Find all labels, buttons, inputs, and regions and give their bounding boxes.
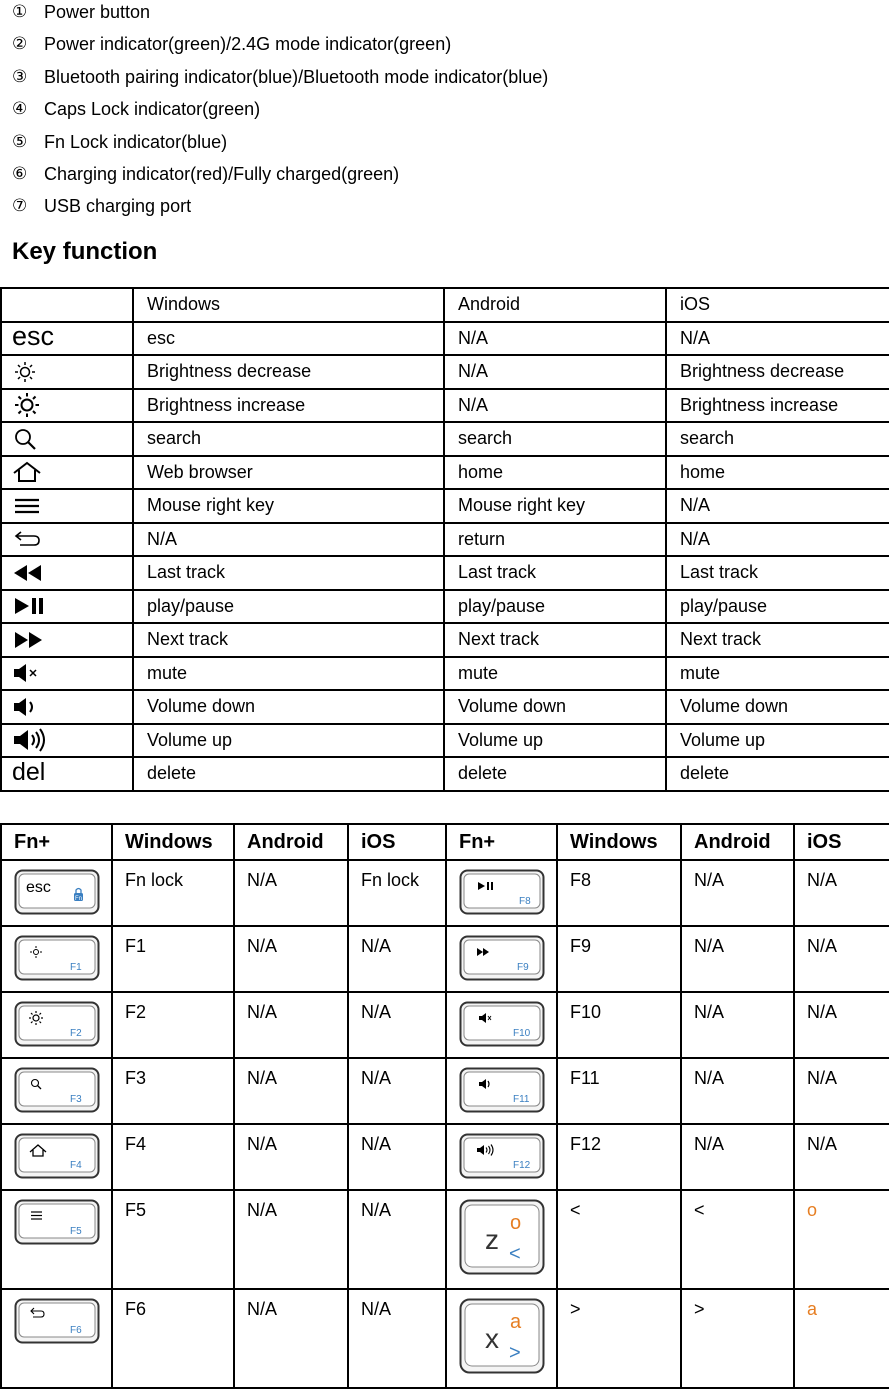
cell-ios: a xyxy=(794,1289,889,1388)
cell-windows: > xyxy=(557,1289,681,1388)
cell-android: Mouse right key xyxy=(444,489,666,523)
cell-ios: N/A xyxy=(348,926,446,992)
key-function-table xyxy=(0,287,889,792)
cell-windows: F5 xyxy=(112,1190,234,1289)
cell-ios: N/A xyxy=(348,1289,446,1388)
mute-icon xyxy=(1,657,133,691)
legend-item xyxy=(12,97,548,129)
f9-label: F9 xyxy=(517,962,529,973)
legend-item xyxy=(12,162,548,194)
cell-android: N/A xyxy=(444,355,666,389)
cell-android: N/A xyxy=(681,926,794,992)
cell-ios: N/A xyxy=(666,523,889,557)
legend-text: Power button xyxy=(44,2,151,22)
cell-windows: search xyxy=(133,422,444,456)
legend-number: ⑤ xyxy=(12,131,28,152)
z-alt-label: o xyxy=(510,1212,522,1234)
cell-ios: N/A xyxy=(794,1124,889,1190)
header-fn: Fn+ xyxy=(446,824,557,860)
cell-android: N/A xyxy=(444,389,666,423)
cell-android: N/A xyxy=(234,1190,348,1289)
table-header-row xyxy=(1,824,889,860)
cell-android: home xyxy=(444,456,666,490)
rewind-icon xyxy=(1,556,133,590)
delete-icon xyxy=(1,757,133,791)
table-row xyxy=(1,657,889,691)
cell-windows: N/A xyxy=(133,523,444,557)
brightness-up-icon xyxy=(1,389,133,423)
esc-glyph: esc xyxy=(12,321,55,352)
legend-list xyxy=(12,0,548,227)
header-ios: iOS xyxy=(348,824,446,860)
cell-windows: F10 xyxy=(557,992,681,1058)
cell-ios: N/A xyxy=(666,322,889,356)
table-row xyxy=(1,1289,889,1388)
cell-windows: F12 xyxy=(557,1124,681,1190)
f2-key xyxy=(1,992,112,1058)
cell-windows: esc xyxy=(133,322,444,356)
f6-label: F6 xyxy=(70,1325,82,1336)
cell-ios: play/pause xyxy=(666,590,889,624)
x-key xyxy=(446,1289,557,1388)
legend-number: ② xyxy=(12,34,28,55)
cell-ios: mute xyxy=(666,657,889,691)
del-glyph: del xyxy=(12,757,46,786)
play-pause-icon xyxy=(1,590,133,624)
cell-windows: F2 xyxy=(112,992,234,1058)
table-header-row xyxy=(1,288,889,322)
menu-icon xyxy=(1,489,133,523)
volume-down-icon xyxy=(1,690,133,724)
cell-ios: N/A xyxy=(348,1124,446,1190)
cell-ios: Next track xyxy=(666,623,889,657)
cell-windows: F3 xyxy=(112,1058,234,1124)
header-fn: Fn+ xyxy=(1,824,112,860)
search-icon xyxy=(1,422,133,456)
legend-text: Charging indicator(red)/Fully charged(green) xyxy=(44,163,400,184)
cell-windows: Volume up xyxy=(133,724,444,758)
cell-windows: F8 xyxy=(557,860,681,926)
fn-label: Fn xyxy=(75,896,83,902)
table-row xyxy=(1,556,889,590)
cell-windows: F4 xyxy=(112,1124,234,1190)
cell-windows: Web browser xyxy=(133,456,444,490)
cell-android: Volume down xyxy=(444,690,666,724)
cell-windows: play/pause xyxy=(133,590,444,624)
cell-ios: N/A xyxy=(348,1058,446,1124)
fn-key-table xyxy=(0,823,889,1389)
legend-item xyxy=(12,194,548,226)
brightness-down-icon xyxy=(1,355,133,389)
cell-android: N/A xyxy=(234,1124,348,1190)
cell-android: N/A xyxy=(681,992,794,1058)
cell-android: return xyxy=(444,523,666,557)
f1-label: F1 xyxy=(70,962,82,973)
f12-label: F12 xyxy=(513,1160,531,1171)
table-row xyxy=(1,860,889,926)
cell-windows: Mouse right key xyxy=(133,489,444,523)
legend-text: Caps Lock indicator(green) xyxy=(44,99,261,120)
cell-ios: N/A xyxy=(348,992,446,1058)
cell-windows: Volume down xyxy=(133,690,444,724)
cell-android: N/A xyxy=(681,1124,794,1190)
cell-ios: delete xyxy=(666,757,889,791)
f10-label: F10 xyxy=(513,1028,531,1039)
legend-text: Power indicator(green)/2.4G mode indicator(green) xyxy=(44,34,452,55)
volume-up-icon xyxy=(1,724,133,758)
cell-android: < xyxy=(681,1190,794,1289)
table-row xyxy=(1,590,889,624)
cell-android: N/A xyxy=(234,926,348,992)
z-sym-label: < xyxy=(509,1243,521,1265)
header-windows: Windows xyxy=(112,824,234,860)
cell-ios: Volume down xyxy=(666,690,889,724)
cell-windows: F11 xyxy=(557,1058,681,1124)
legend-text: USB charging port xyxy=(44,196,192,217)
cell-windows: mute xyxy=(133,657,444,691)
legend-number: ① xyxy=(12,2,28,22)
f4-label: F4 xyxy=(70,1160,82,1171)
legend-item xyxy=(12,0,548,32)
header-windows: Windows xyxy=(557,824,681,860)
cell-windows: Last track xyxy=(133,556,444,590)
f12-key xyxy=(446,1124,557,1190)
legend-item xyxy=(12,65,548,97)
cell-android: N/A xyxy=(234,1289,348,1388)
cell-android: N/A xyxy=(681,1058,794,1124)
table-row xyxy=(1,690,889,724)
cell-windows: Fn lock xyxy=(112,860,234,926)
legend-text: Fn Lock indicator(blue) xyxy=(44,131,228,152)
x-sym-label: > xyxy=(509,1342,521,1364)
cell-android: Next track xyxy=(444,623,666,657)
f8-label: F8 xyxy=(519,896,531,907)
cell-ios: Volume up xyxy=(666,724,889,758)
f10-key xyxy=(446,992,557,1058)
cell-windows: Brightness increase xyxy=(133,389,444,423)
legend-number: ⑥ xyxy=(12,163,28,184)
fast-forward-icon xyxy=(1,623,133,657)
f2-label: F2 xyxy=(70,1028,82,1039)
f6-key xyxy=(1,1289,112,1388)
header-android: Android xyxy=(444,288,666,322)
cell-windows: Brightness decrease xyxy=(133,355,444,389)
header-android: Android xyxy=(681,824,794,860)
x-label: x xyxy=(485,1323,499,1354)
f1-key xyxy=(1,926,112,992)
esc-label: esc xyxy=(26,879,51,896)
cell-ios: home xyxy=(666,456,889,490)
legend-number: ⑦ xyxy=(12,196,28,217)
cell-android: N/A xyxy=(444,322,666,356)
f11-label: F11 xyxy=(513,1094,530,1105)
cell-ios: Brightness increase xyxy=(666,389,889,423)
f3-key xyxy=(1,1058,112,1124)
z-key xyxy=(446,1190,557,1289)
cell-android: play/pause xyxy=(444,590,666,624)
f9-key xyxy=(446,926,557,992)
table-row xyxy=(1,489,889,523)
z-label: z xyxy=(485,1224,499,1255)
cell-ios: Last track xyxy=(666,556,889,590)
cell-windows: F9 xyxy=(557,926,681,992)
table-row xyxy=(1,1124,889,1190)
legend-number: ③ xyxy=(12,66,28,87)
table-row xyxy=(1,456,889,490)
table-row xyxy=(1,724,889,758)
table-row xyxy=(1,926,889,992)
cell-ios: o xyxy=(794,1190,889,1289)
cell-android: delete xyxy=(444,757,666,791)
table-row xyxy=(1,757,889,791)
cell-windows: < xyxy=(557,1190,681,1289)
table-row xyxy=(1,1190,889,1289)
cell-android: mute xyxy=(444,657,666,691)
cell-ios: N/A xyxy=(794,860,889,926)
cell-windows: F1 xyxy=(112,926,234,992)
x-alt-label: a xyxy=(510,1311,522,1333)
cell-ios: N/A xyxy=(794,926,889,992)
legend-text: Bluetooth pairing indicator(blue)/Bluetooth mode indicator(blue) xyxy=(44,66,549,87)
cell-android: Last track xyxy=(444,556,666,590)
header-windows: Windows xyxy=(133,288,444,322)
cell-ios: Brightness decrease xyxy=(666,355,889,389)
cell-android: N/A xyxy=(234,992,348,1058)
table-row xyxy=(1,389,889,423)
f5-label: F5 xyxy=(70,1226,82,1237)
header-blank xyxy=(1,288,133,322)
cell-android: > xyxy=(681,1289,794,1388)
cell-ios: N/A xyxy=(666,489,889,523)
table-row xyxy=(1,623,889,657)
table-row xyxy=(1,992,889,1058)
legend-number: ④ xyxy=(12,99,28,120)
cell-windows: Next track xyxy=(133,623,444,657)
legend-item xyxy=(12,130,548,162)
cell-windows: delete xyxy=(133,757,444,791)
legend-item xyxy=(12,32,548,64)
table-row xyxy=(1,1058,889,1124)
cell-android: N/A xyxy=(234,860,348,926)
f11-key xyxy=(446,1058,557,1124)
cell-ios: N/A xyxy=(794,992,889,1058)
table-row xyxy=(1,523,889,557)
cell-android: N/A xyxy=(681,860,794,926)
f5-key xyxy=(1,1190,112,1289)
fn-lock-key xyxy=(1,860,112,926)
f8-key xyxy=(446,860,557,926)
cell-android: Volume up xyxy=(444,724,666,758)
section-heading: Key function xyxy=(12,238,158,265)
cell-windows: F6 xyxy=(112,1289,234,1388)
f4-key xyxy=(1,1124,112,1190)
cell-android: search xyxy=(444,422,666,456)
cell-android: N/A xyxy=(234,1058,348,1124)
cell-ios: N/A xyxy=(794,1058,889,1124)
header-ios: iOS xyxy=(666,288,889,322)
cell-ios: N/A xyxy=(348,1190,446,1289)
table-row xyxy=(1,355,889,389)
f3-label: F3 xyxy=(70,1094,82,1105)
esc-icon xyxy=(1,322,133,356)
header-ios: iOS xyxy=(794,824,889,860)
return-icon xyxy=(1,523,133,557)
cell-ios: search xyxy=(666,422,889,456)
cell-ios: Fn lock xyxy=(348,860,446,926)
header-android: Android xyxy=(234,824,348,860)
table-row xyxy=(1,322,889,356)
home-icon xyxy=(1,456,133,490)
table-row xyxy=(1,422,889,456)
